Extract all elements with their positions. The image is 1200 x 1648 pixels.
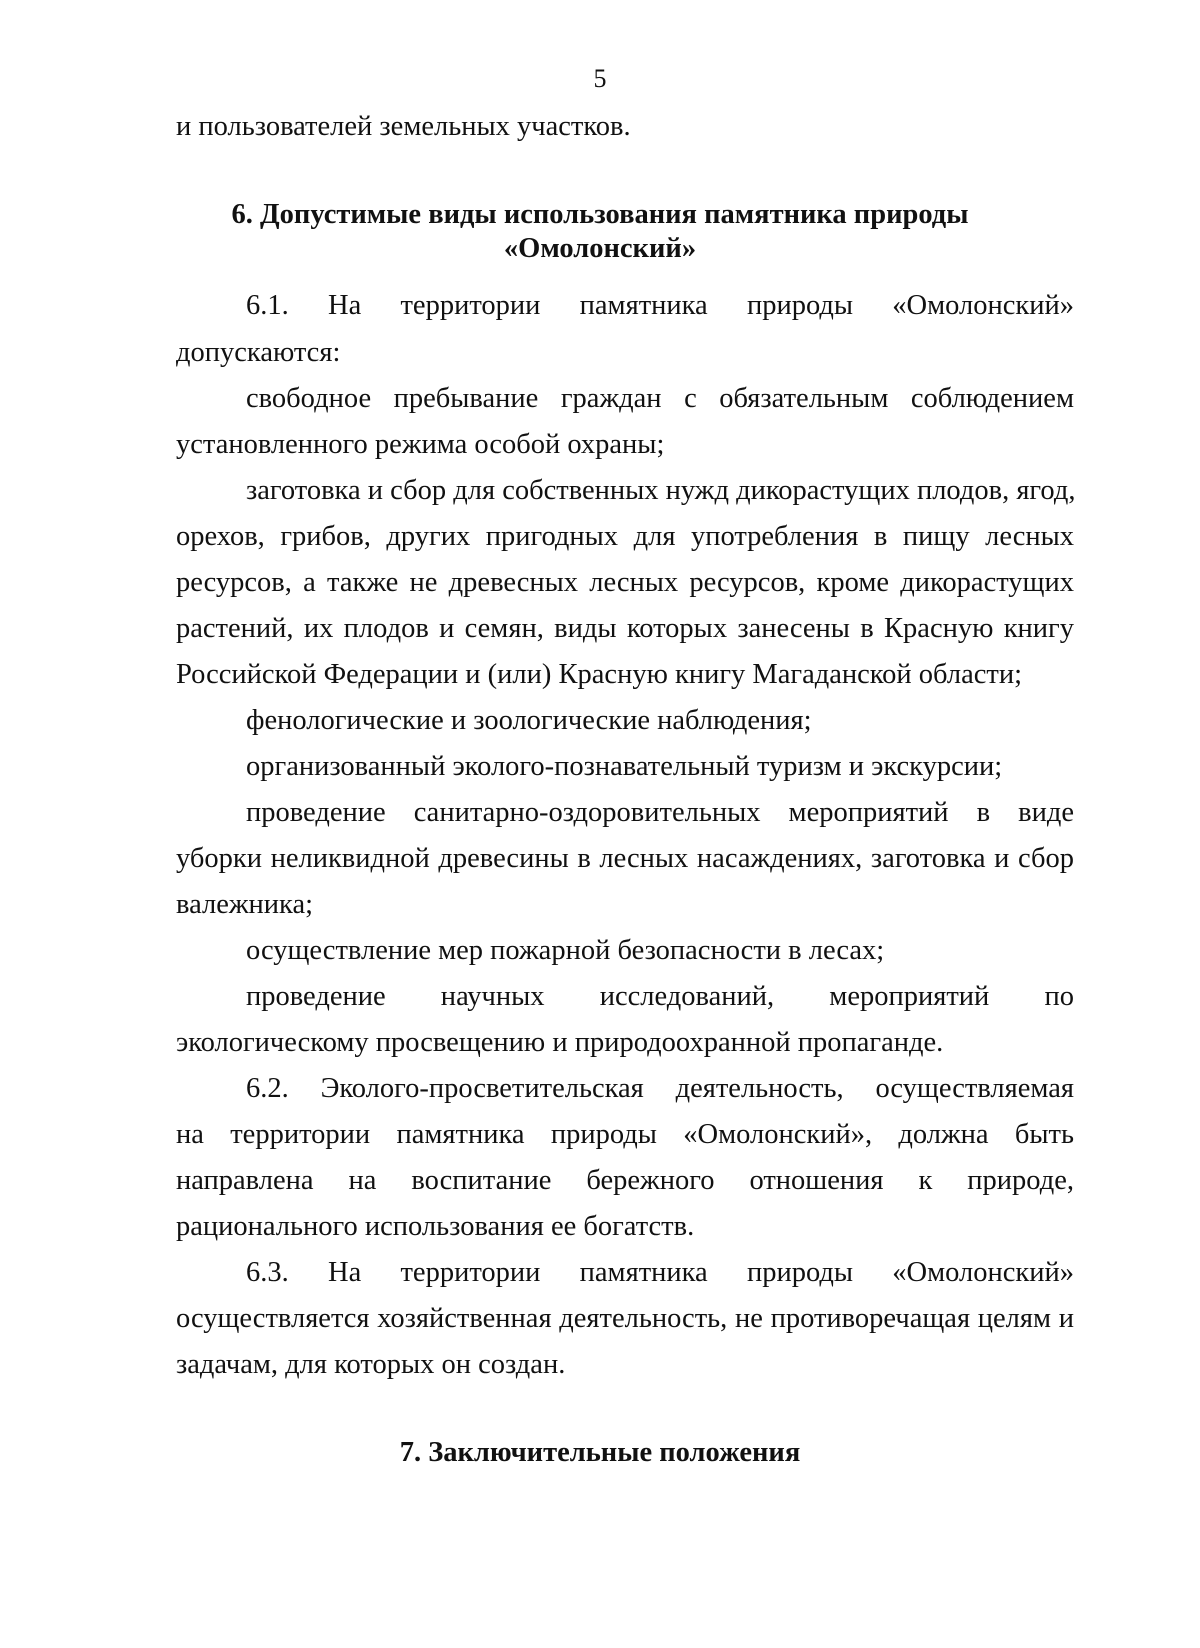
paragraph-6-2-line-3: направлена на воспитание бережного отношения к природе, (176, 1165, 1074, 1196)
paragraph-6-1-line-1: 6.1. На территории памятника природы «Омолонский» (246, 290, 1074, 321)
list-item-7-line-1: проведение научных исследований, мероприятий по (246, 981, 1074, 1012)
paragraph-6-3-line-1: 6.3. На территории памятника природы «Омолонский» (246, 1257, 1074, 1288)
list-item-6: осуществление мер пожарной безопасности в лесах; (246, 935, 885, 966)
list-item-1-line-1: свободное пребывание граждан с обязательным соблюдением (246, 383, 1074, 414)
list-item-3: фенологические и зоологические наблюдения; (246, 705, 812, 736)
paragraph-6-2-line-1: 6.2. Эколого-просветительская деятельность, осуществляемая (246, 1073, 1074, 1104)
paragraph-6-1-line-2: допускаются: (176, 337, 341, 368)
list-item-5-line-3: валежника; (176, 889, 314, 920)
list-item-2-line-2: орехов, грибов, других пригодных для употребления в пищу лесных (176, 521, 1074, 552)
list-item-2-line-5: Российской Федерации и (или) Красную книгу Магаданской области; (176, 659, 1022, 690)
page-number: 5 (593, 64, 607, 93)
section-7-heading: 7. Заключительные положения (399, 1437, 801, 1468)
paragraph-6-2-line-4: рационального использования ее богатств. (176, 1211, 695, 1242)
list-item-7-line-2: экологическому просвещению и природоохранной пропаганде. (176, 1027, 944, 1058)
paragraph-6-3-line-3: задачам, для которых он создан. (176, 1349, 566, 1380)
section-6-heading-line-2: «Омолонский» (503, 233, 697, 264)
list-item-2-line-3: ресурсов, а также не древесных лесных ресурсов, кроме дикорастущих (176, 567, 1074, 598)
paragraph-6-3-line-2: осуществляется хозяйственная деятельность, не противоречащая целям и (176, 1303, 1074, 1334)
list-item-5-line-1: проведение санитарно-оздоровительных мероприятий в виде (246, 797, 1074, 828)
intro-line: и пользователей земельных участков. (176, 111, 631, 142)
list-item-2-line-1: заготовка и сбор для собственных нужд дикорастущих плодов, ягод, (246, 475, 1076, 506)
list-item-5-line-2: уборки неликвидной древесины в лесных насаждениях, заготовка и сбор (176, 843, 1074, 874)
list-item-1-line-2: установленного режима особой охраны; (176, 429, 665, 460)
list-item-4: организованный эколого-познавательный туризм и экскурсии; (246, 751, 1003, 782)
paragraph-6-2-line-2: на территории памятника природы «Омолонский», должна быть (176, 1119, 1074, 1150)
section-6-heading-line-1: 6. Допустимые виды использования памятника природы (231, 199, 969, 230)
list-item-2-line-4: растений, их плодов и семян, виды которых занесены в Красную книгу (176, 613, 1074, 644)
